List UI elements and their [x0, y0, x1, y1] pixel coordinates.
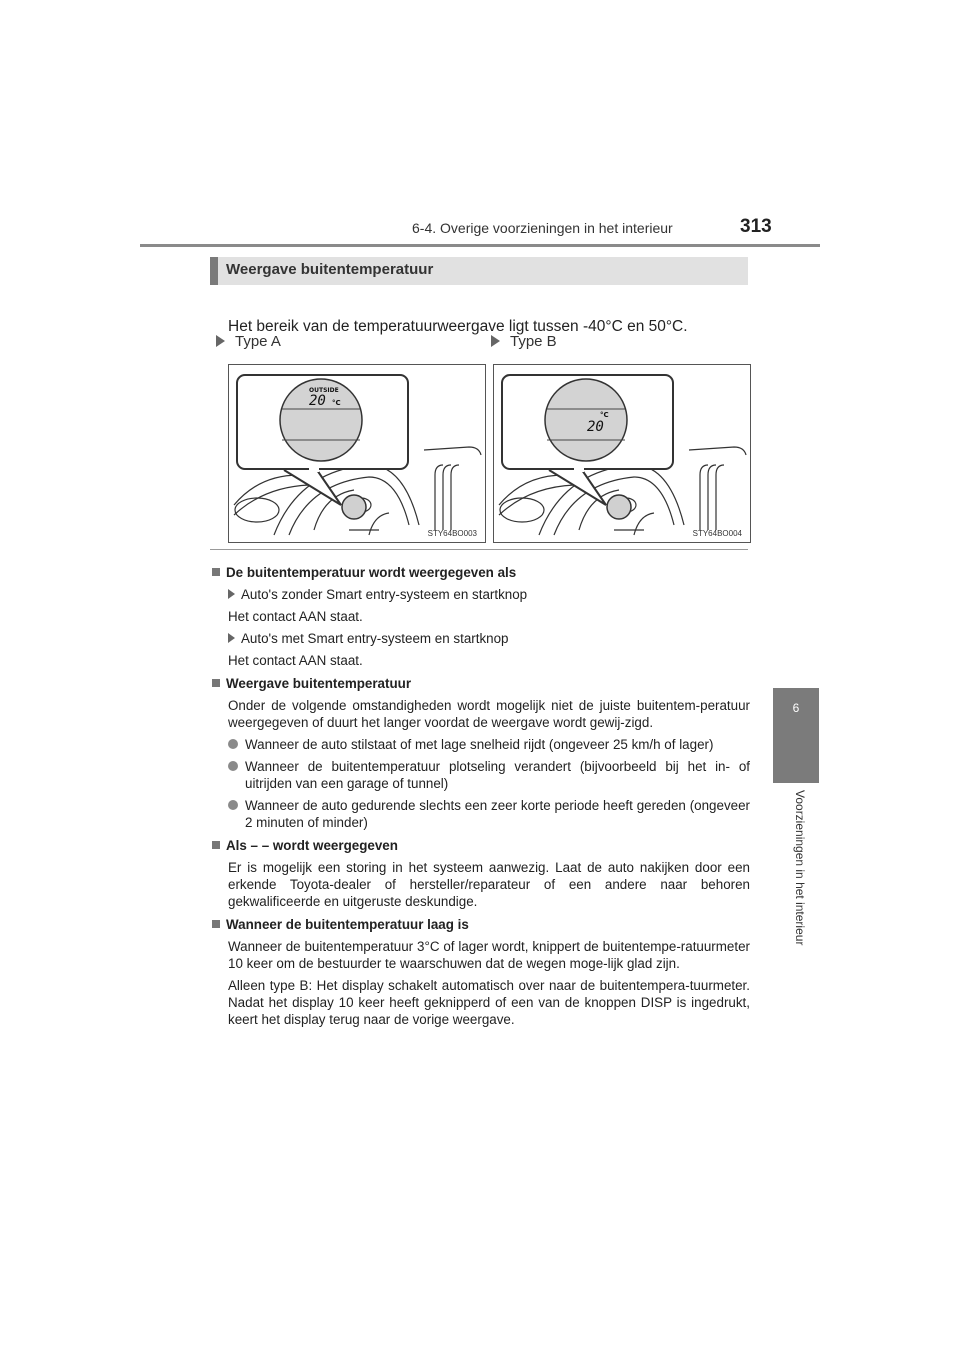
sub-item: Auto's zonder Smart entry-systeem en startknop	[228, 586, 750, 603]
content-body	[212, 558, 750, 1028]
display-top-label: OUTSIDE	[309, 387, 339, 394]
triangle-bullet-icon	[491, 335, 500, 347]
type-b-label: Type B	[491, 333, 557, 350]
section-title-bar	[210, 257, 748, 285]
section-path: 6-4. Overige voorzieningen in het interieur	[412, 220, 673, 236]
dashboard-illustration-type-b	[494, 365, 750, 542]
display-unit: °C	[600, 411, 609, 419]
heading-low-temperature: Wanneer de buitentemperatuur laag is	[212, 916, 750, 933]
paragraph: Het contact AAN staat.	[228, 609, 363, 624]
figure-code: STY64BO003	[427, 529, 477, 538]
chapter-number: 6	[792, 701, 800, 715]
paragraph: Het contact AAN staat.	[228, 653, 363, 668]
bullet-item: Wanneer de buitentemperatuur plotseling verandert (bijvoorbeeld bij het in- of uitrijden van een garage of tunnel)	[228, 758, 750, 792]
square-bullet-icon	[212, 568, 220, 576]
display-unit: °C	[332, 399, 341, 407]
paragraph: Wanneer de buitentemperatuur 3°C of lager wordt, knippert de buitentempe-ratuurmeter 10 keer om de bestuurder te waarschuwen dat de wegen moge-lijk glad zijn.	[228, 939, 750, 971]
figure-type-a	[228, 364, 486, 543]
bullet-item: Wanneer de auto gedurende slechts een zeer korte periode heeft gereden (ongeveer 2 minuten of minder)	[228, 797, 750, 831]
figure-type-b	[493, 364, 751, 543]
triangle-bullet-icon	[228, 633, 235, 643]
figure-code: STY64BO004	[692, 529, 742, 538]
square-bullet-icon	[212, 679, 220, 687]
content-divider	[210, 549, 748, 550]
triangle-bullet-icon	[216, 335, 225, 347]
display-value: 20	[587, 419, 604, 435]
type-a-label: Type A	[216, 333, 281, 350]
page-number: 313	[740, 216, 772, 237]
circle-bullet-icon	[228, 739, 238, 749]
page-header	[0, 0, 960, 260]
circle-bullet-icon	[228, 761, 238, 771]
heading-shown: De buitentemperatuur wordt weergegeven als	[212, 564, 750, 581]
heading-dashes: Als – – wordt weergegeven	[212, 837, 750, 854]
chapter-tab	[773, 688, 819, 783]
bullet-item: Wanneer de auto stilstaat of met lage snelheid rijdt (ongeveer 25 km/h of lager)	[228, 736, 750, 753]
section-title: Weergave buitentemperatuur	[226, 261, 434, 278]
triangle-bullet-icon	[228, 589, 235, 599]
sub-item: Auto's met Smart entry-systeem en startknop	[228, 630, 750, 647]
chapter-label: Voorzieningen in het interieur	[793, 790, 807, 946]
heading-display: Weergave buitentemperatuur	[212, 675, 750, 692]
title-accent	[210, 257, 218, 285]
paragraph: Alleen type B: Het display schakelt automatisch over naar de buitentempera-tuurmeter. Nadat het display 10 keer heeft geknipperd of een van de knoppen DISP is ingedrukt, keert het display terug naar de vorige weergave.	[228, 978, 750, 1027]
display-value: 20	[309, 393, 326, 409]
square-bullet-icon	[212, 920, 220, 928]
section-intro: Het bereik van de temperatuurweergave ligt tussen -40°C en 50°C.	[228, 318, 688, 335]
square-bullet-icon	[212, 841, 220, 849]
circle-bullet-icon	[228, 800, 238, 810]
paragraph: Onder de volgende omstandigheden wordt mogelijk niet de juiste buitentem-peratuur weergegeven of duurt het langer voordat de weergave wordt gewij-zigd.	[228, 698, 750, 730]
paragraph: Er is mogelijk een storing in het systeem aanwezig. Laat de auto nakijken door een erkende Toyota-dealer of hersteller/reparateur of een andere naar behoren gekwalificeerde en uitgeruste deskundige.	[228, 860, 750, 909]
header-rule	[140, 244, 820, 247]
dashboard-illustration-type-a	[229, 365, 485, 542]
